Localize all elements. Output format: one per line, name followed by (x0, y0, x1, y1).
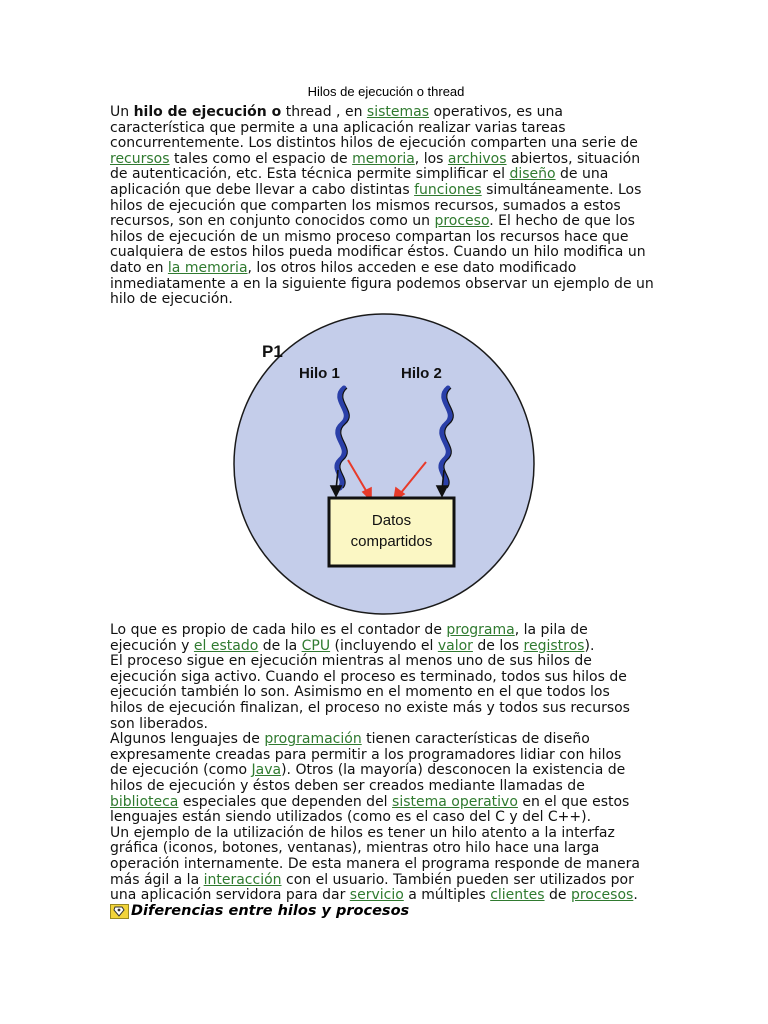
link-la-memoria[interactable]: la memoria (167, 259, 248, 276)
text-run: Un ejemplo de la utilización de hilos es tener un hilo atento a la interfaz gráfica (iconos, botones, ventanas), mientras otro hilo hace una larga operación internamente. De esta manera el programa responde de manera más ágil a la (110, 824, 640, 888)
text-run: Lo que es propio de cada hilo es el contador de (110, 622, 447, 638)
section-heading-text: Diferencias entre hilos y procesos (131, 903, 410, 919)
link-el-estado[interactable]: el estado (193, 637, 259, 654)
text-run: tienen características de diseño expresamente creadas para permitir a los programadores lidiar con hilos de ejecución (como (110, 731, 622, 779)
link-cpu[interactable]: CPU (301, 637, 331, 654)
intro-paragraph (110, 105, 662, 308)
link-procesos[interactable]: procesos (570, 887, 634, 904)
text-run: de (544, 887, 571, 904)
text-run: , la pila de ejecución y (110, 622, 588, 654)
link-sistema-operativo[interactable]: sistema operativo (392, 793, 518, 810)
bold-term: hilo de ejecución o (133, 104, 282, 120)
link-biblioteca[interactable]: biblioteca (110, 793, 179, 810)
link-archivos[interactable]: archivos (447, 150, 507, 167)
thread-diagram (226, 310, 542, 618)
page-title: Hilos de ejecución o thread (307, 84, 465, 99)
text-run: de la (258, 637, 302, 654)
text-run: Un (110, 104, 134, 120)
link-funciones[interactable]: funciones (414, 181, 482, 198)
text-run: Algunos lenguajes de (110, 731, 265, 748)
link-java[interactable]: Java (251, 762, 282, 779)
link-servicio[interactable]: servicio (349, 887, 404, 904)
box-line2: compartidos (350, 533, 433, 550)
details-section (110, 623, 642, 904)
text-run: , los otros hilos acceden e ese dato modificado inmediatamente a en la siguiente figura podemos observar un ejemplo de un hilo de ejecución. (110, 259, 654, 308)
text-run: simultáneamente. Los hilos de ejecución que comparten los mismos recursos, sumados a estos recursos, son en conjunto conocidos como un (110, 181, 642, 230)
box-line1: Datos (371, 512, 412, 529)
text-run: thread , en (281, 104, 367, 120)
link-programa[interactable]: programa (446, 622, 515, 638)
link-valor[interactable]: valor (437, 637, 473, 654)
thread-figure (226, 310, 542, 618)
text-run: especiales que dependen del (178, 793, 393, 810)
text-run: en el que estos lenguajes están siendo utilizados (como es el caso del C y del C++). (110, 793, 630, 826)
link-memoria[interactable]: memoria (352, 150, 415, 167)
document-body (110, 84, 662, 308)
text-run: ). (584, 637, 595, 654)
bookmark-pin-icon (110, 904, 129, 919)
link-recursos[interactable]: recursos (110, 150, 170, 167)
shared-data-box (329, 498, 454, 566)
text-run: tales como el espacio de (169, 150, 353, 167)
details-paragraph (110, 623, 642, 904)
text-run: ). Otros (la mayoría) desconocen la existencia de hilos de ejecución y éstos deben ser creados mediante llamadas de (110, 762, 626, 794)
link-programación[interactable]: programación (264, 731, 362, 748)
text-run: El proceso sigue en ejecución mientras al menos uno de sus hilos de ejecución siga activo. Cuando el proceso es terminado, todos sus hilos de ejecución también lo son. Asimismo en el momento en el que todos los hilos de ejecución finalizan, el proceso no existe más y todos sus recursos son liberados. (110, 653, 630, 732)
text-run: . El hecho de que los hilos de ejecución de un mismo proceso compartan los recursos hace que cualquiera de estos hilos pueda modificar éstos. Cuando un hilo modifica un dato en (110, 213, 646, 276)
text-run: . (633, 887, 638, 904)
section-heading[interactable] (110, 903, 409, 919)
link-registros[interactable]: registros (523, 637, 585, 654)
text-run: a múltiples (403, 887, 491, 904)
process-label: P1 (262, 342, 283, 361)
link-diseño[interactable]: diseño (509, 166, 556, 183)
text-run: abiertos, situación de autenticación, etc. Esta técnica permite simplificar el (110, 150, 641, 183)
link-proceso[interactable]: proceso (434, 213, 490, 230)
text-run: operativos, es una característica que permite a una aplicación realizar varias tareas concurrentemente. Los distintos hilos de ejecución comparten una serie de (110, 104, 638, 152)
thread2-label: Hilo 2 (401, 365, 442, 382)
link-clientes[interactable]: clientes (490, 887, 545, 904)
link-interacción[interactable]: interacción (203, 871, 282, 888)
text-run: de los (472, 637, 524, 654)
text-run: con el usuario. También pueden ser utilizados por una aplicación servidora para dar (110, 871, 634, 904)
text-run: de una aplicación que debe llevar a cabo distintas (110, 166, 609, 198)
text-run: , los (414, 150, 448, 167)
text-run: (incluyendo el (330, 637, 438, 654)
thread1-label: Hilo 1 (299, 365, 340, 382)
link-sistemas[interactable]: sistemas (366, 104, 429, 120)
